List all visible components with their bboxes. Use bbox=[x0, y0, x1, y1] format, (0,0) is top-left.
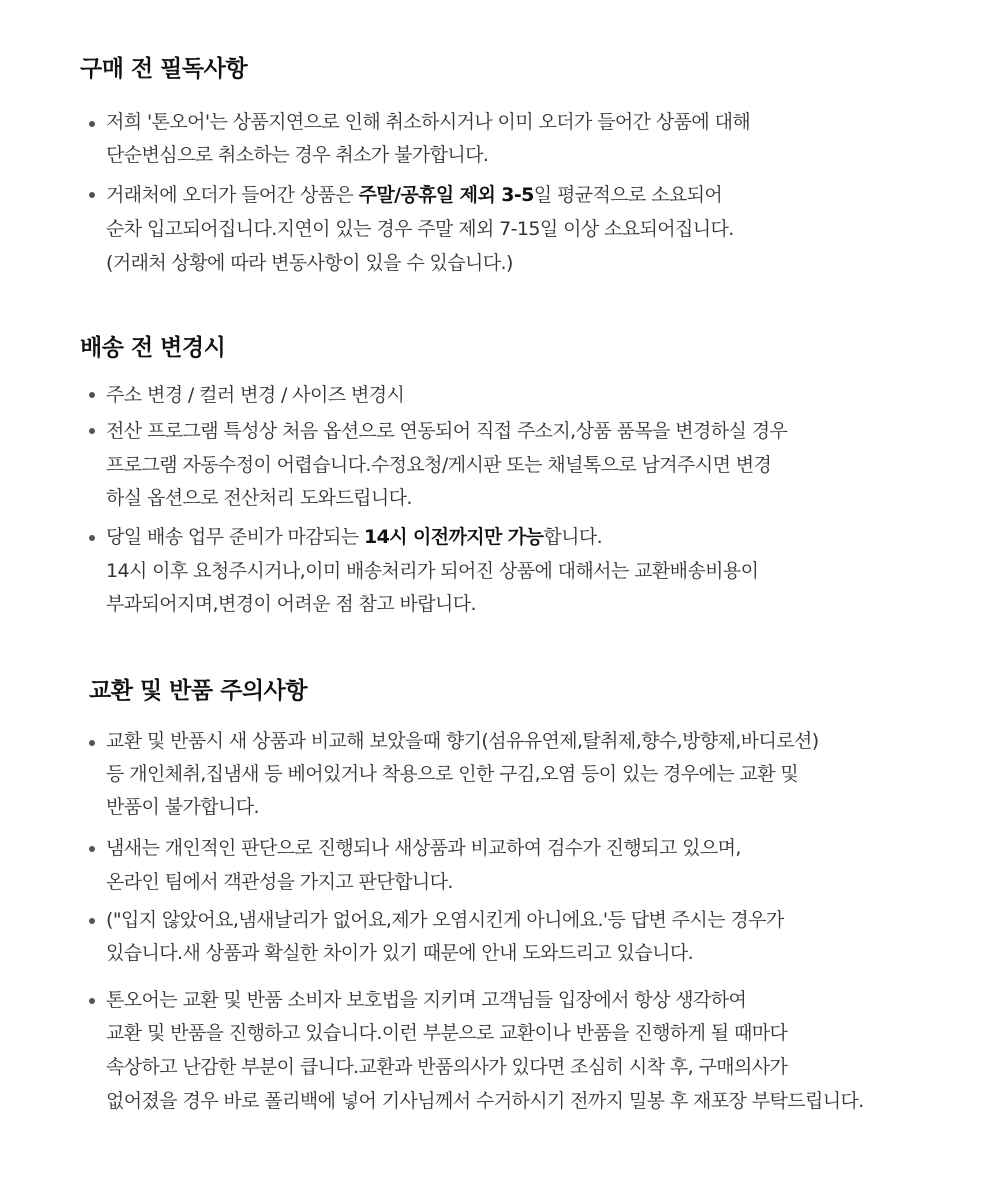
line-text: 거래처에 오더가 들어간 상품은 bbox=[106, 184, 359, 206]
item-line: 저희 '톤오어'는 상품지연으로 인해 취소하시거나 이미 오더가 들어간 상품에 대해 bbox=[106, 111, 751, 133]
item-line bbox=[106, 183, 722, 207]
item-line: 14시 이후 요청주시거나,이미 배송처리가 되어진 상품에 대해서는 교환배송비용이 bbox=[106, 560, 759, 582]
item-line: 단순변심으로 취소하는 경우 취소가 불가합니다. bbox=[106, 144, 489, 166]
bullet-icon bbox=[89, 428, 95, 434]
section-title: 교환 및 반품 주의사항 bbox=[89, 678, 307, 704]
bullet-icon bbox=[89, 392, 95, 398]
item-line: 전산 프로그램 특성상 처음 옵션으로 연동되어 직접 주소지,상품 품목을 변경하실 경우 bbox=[106, 420, 788, 442]
item-line: 있습니다.새 상품과 확실한 차이가 있기 때문에 안내 도와드리고 있습니다. bbox=[106, 942, 694, 964]
item-line: 속상하고 난감한 부분이 큽니다.교환과 반품의사가 있다면 조심히 시착 후, 구매의사가 bbox=[106, 1056, 788, 1078]
item-line: 없어졌을 경우 바로 폴리백에 넣어 기사님께서 수거하시기 전까지 밀봉 후 재포장 부탁드립니다. bbox=[106, 1090, 864, 1112]
item-line: 교환 및 반품시 새 상품과 비교해 보았을때 향기(섬유유연제,탈취제,향수,방향제,바디로션) bbox=[106, 730, 819, 752]
item-line: 교환 및 반품을 진행하고 있습니다.이런 부분으로 교환이나 반품을 진행하게 될 때마다 bbox=[106, 1022, 788, 1044]
bullet-icon bbox=[89, 192, 95, 198]
section-title: 구매 전 필독사항 bbox=[80, 56, 248, 82]
item-line: 부과되어지며,변경이 어려운 점 참고 바랍니다. bbox=[106, 593, 476, 615]
section-title: 배송 전 변경시 bbox=[80, 335, 226, 361]
bullet-icon bbox=[89, 846, 95, 852]
line-text: 합니다. bbox=[543, 526, 603, 548]
emphasis-text: 14시 이전까지만 가능 bbox=[364, 526, 544, 548]
item-line: 하실 옵션으로 전산처리 도와드립니다. bbox=[106, 487, 412, 509]
bullet-icon bbox=[89, 740, 95, 746]
emphasis-text: 주말/공휴일 제외 3-5 bbox=[358, 184, 534, 206]
item-line bbox=[106, 525, 602, 549]
item-line: 순차 입고되어집니다.지연이 있는 경우 주말 제외 7-15일 이상 소요되어집니다. bbox=[106, 218, 734, 240]
item-line: (거래처 상황에 따라 변동사항이 있을 수 있습니다.) bbox=[106, 252, 513, 274]
bullet-icon bbox=[89, 998, 95, 1004]
item-line: 반품이 불가합니다. bbox=[106, 796, 259, 818]
item-line: ("입지 않았어요,냄새날리가 없어요,제가 오염시킨게 아니에요.'등 답변 주시는 경우가 bbox=[106, 909, 784, 931]
item-line: 프로그램 자동수정이 어렵습니다.수정요청/게시판 또는 채널톡으로 남겨주시면 변경 bbox=[106, 454, 772, 476]
item-line: 온라인 팀에서 객관성을 가지고 판단합니다. bbox=[106, 871, 453, 893]
bullet-icon bbox=[89, 918, 95, 924]
line-text: 당일 배송 업무 준비가 마감되는 bbox=[106, 526, 365, 548]
item-line: 톤오어는 교환 및 반품 소비자 보호법을 지키며 고객님들 입장에서 항상 생각하여 bbox=[106, 989, 747, 1011]
bullet-icon bbox=[89, 535, 95, 541]
bullet-icon bbox=[89, 121, 95, 127]
item-line: 냄새는 개인적인 판단으로 진행되나 새상품과 비교하여 검수가 진행되고 있으며, bbox=[106, 837, 741, 859]
item-line: 주소 변경 / 컬러 변경 / 사이즈 변경시 bbox=[106, 384, 405, 406]
item-line: 등 개인체취,집냄새 등 베어있거나 착용으로 인한 구김,오염 등이 있는 경우에는 교환 및 bbox=[106, 763, 799, 785]
line-text: 일 평균적으로 소요되어 bbox=[533, 184, 723, 206]
